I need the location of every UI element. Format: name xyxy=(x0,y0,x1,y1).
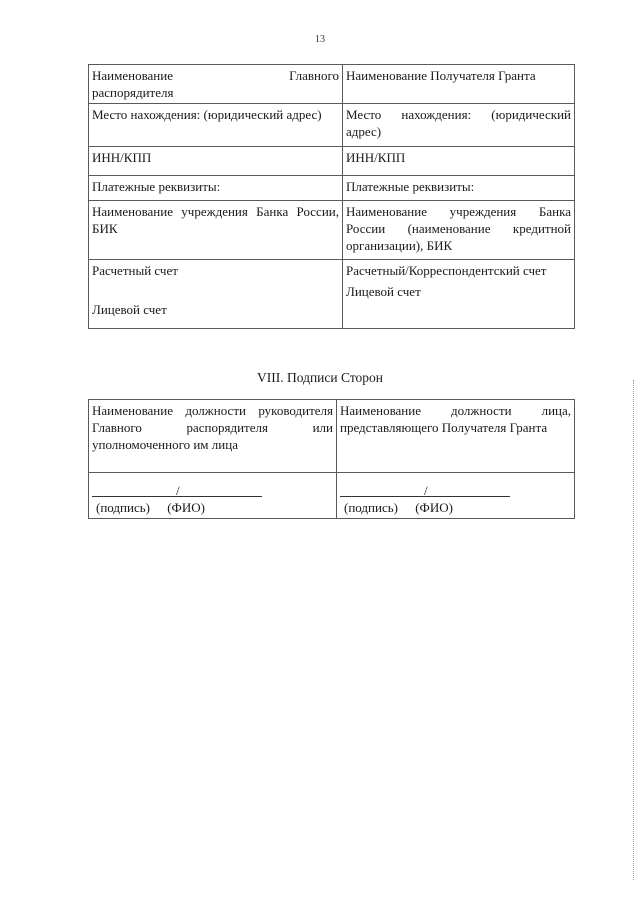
grantor-personal-account-label: Лицевой счет xyxy=(92,302,167,317)
grantee-personal-account-label: Лицевой счет xyxy=(346,284,421,299)
requisites-left-heading-3: распорядителя xyxy=(92,85,174,100)
table-cell xyxy=(89,260,343,329)
page-number: 13 xyxy=(315,34,325,45)
table-row xyxy=(89,65,575,104)
signature-slash: / xyxy=(424,483,428,498)
signature-label: (подпись) xyxy=(96,500,150,515)
signature-caption xyxy=(340,499,571,516)
table-cell xyxy=(343,260,575,329)
grantor-bank-label: Наименование учреждения Банка России, БИК xyxy=(89,201,343,260)
table-row xyxy=(89,400,575,473)
grantor-signatory-position-label: Наименование должности руководителя Главного распорядителя или уполномоченного им лица xyxy=(89,400,337,473)
scan-edge-line xyxy=(632,380,634,880)
full-name-label: (ФИО) xyxy=(167,500,205,515)
signature-line xyxy=(92,481,333,497)
signature-label: (подпись) xyxy=(344,500,398,515)
spacer xyxy=(92,279,339,301)
signature-line xyxy=(340,481,571,497)
grantee-signature-cell xyxy=(337,473,575,519)
grantee-payment-label: Платежные реквизиты: xyxy=(343,176,575,201)
requisites-left-heading-1: Наименование xyxy=(92,68,173,83)
grantee-signatory-position-label: Наименование должности лица, представляющего Получателя Гранта xyxy=(337,400,575,473)
table-row xyxy=(89,176,575,201)
requisites-table xyxy=(88,64,575,329)
signatures-table xyxy=(88,399,575,519)
table-row xyxy=(89,473,575,519)
grantee-address-label: Место нахождения: (юридический адрес) xyxy=(343,104,575,147)
grantee-name-label: Наименование Получателя Гранта xyxy=(343,65,575,104)
cell-text-wrap xyxy=(92,67,339,84)
table-cell xyxy=(89,65,343,104)
grantee-settlement-account-label: Расчетный/Корреспондентский счет xyxy=(346,263,547,278)
signature-slash: / xyxy=(176,483,180,498)
grantor-signature-cell xyxy=(89,473,337,519)
table-row xyxy=(89,104,575,147)
grantee-bank-label: Наименование учреждения Банка России (наименование кредитной организации), БИК xyxy=(343,201,575,260)
table-row xyxy=(89,260,575,329)
table-row xyxy=(89,201,575,260)
table-row xyxy=(89,147,575,176)
full-name-label: (ФИО) xyxy=(415,500,453,515)
requisites-left-heading-2: Главного xyxy=(289,68,339,83)
grantor-inn-label: ИНН/КПП xyxy=(89,147,343,176)
grantor-settlement-account-label: Расчетный счет xyxy=(92,263,178,278)
grantor-address-label: Место нахождения: (юридический адрес) xyxy=(89,104,343,147)
section-title: VIII. Подписи Сторон xyxy=(256,370,384,385)
signature-caption xyxy=(92,499,333,516)
grantee-inn-label: ИНН/КПП xyxy=(343,147,575,176)
grantor-payment-label: Платежные реквизиты: xyxy=(89,176,343,201)
